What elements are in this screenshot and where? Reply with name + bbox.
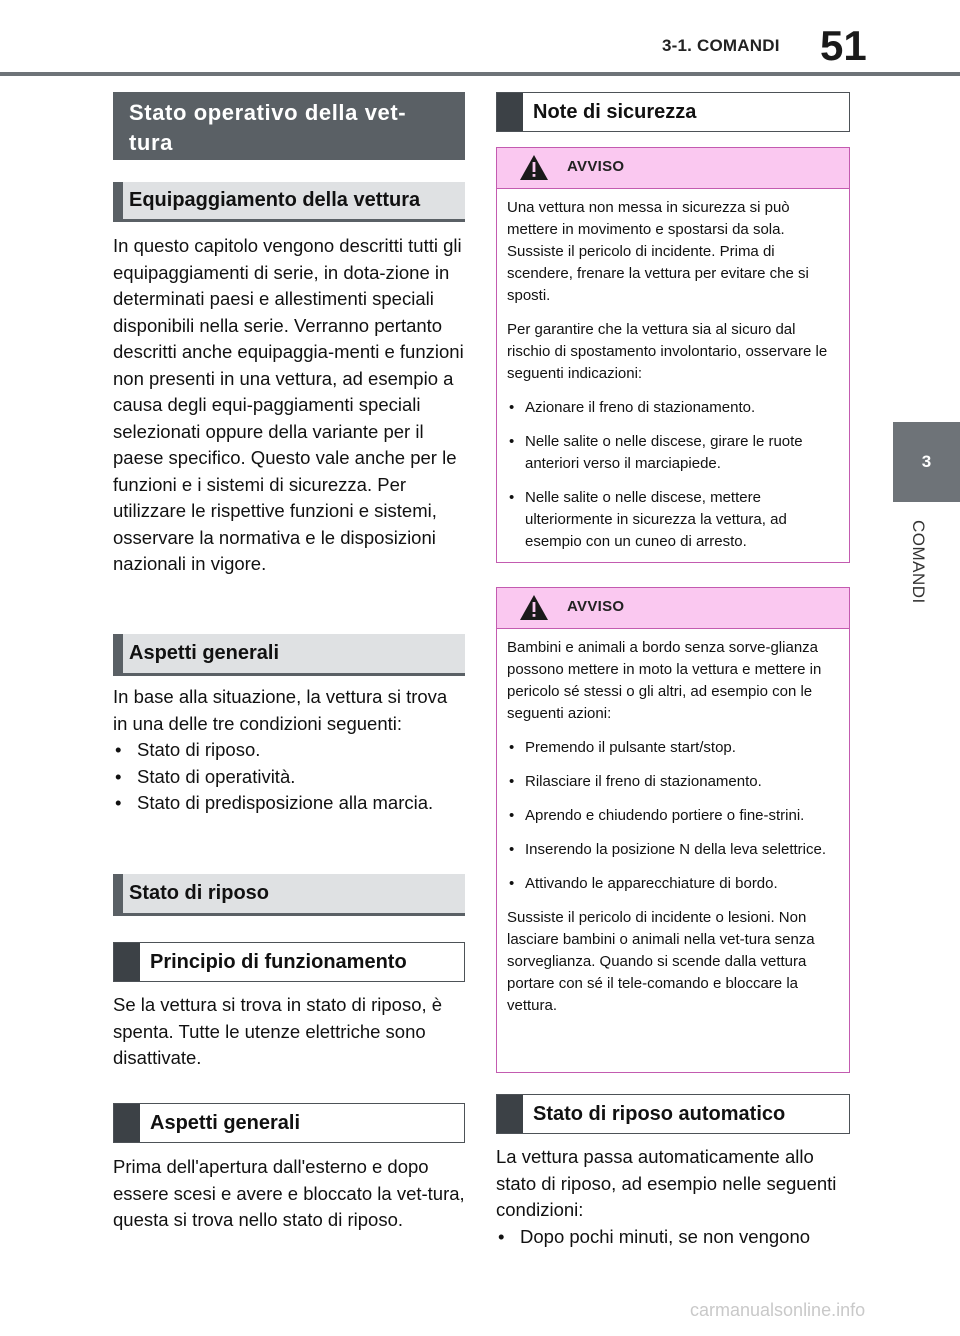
running-header: 3-1. COMANDI [662, 36, 780, 55]
section-heading-equipment [113, 182, 465, 222]
warning-list-item: • Nelle salite o nelle discese, mettere ulteriormente in sicurezza la vettura, ad esempio con un cuneo di arresto. [507, 487, 839, 553]
page-number: 51 [820, 22, 867, 69]
warning-header [497, 588, 849, 629]
subheading-text: Stato di riposo automatico [533, 1102, 786, 1125]
paragraph-text: In questo capitolo vengono descritti tutti gli equipaggiamenti di serie, in dota-zione in determinati paesi e allestimenti speciali disponibili nella serie. Verranno pertanto descritti anche equipaggia-menti e funzioni non presenti in una vettura, ad esempio a causa degli equi-paggiamenti speciali selezionati oppure della variante per il paese specifico. Questo vale anche per le funzioni e i sistemi di sicurezza. Per utilizzare le rispettive funzioni e sistemi, osservare la normativa e le disposizioni nazionali in vigore. [113, 235, 464, 574]
paragraph-auto-rest [496, 1144, 850, 1250]
warning-list-item: • Azionare il freno di stazionamento. [507, 397, 839, 419]
subheading-general [113, 1103, 465, 1143]
warning-body [497, 629, 849, 1017]
paragraph-general [113, 684, 465, 817]
subheading-safety [496, 92, 850, 132]
section-heading-text: Stato di riposo [129, 882, 269, 904]
warning-label: AVVISO [567, 598, 625, 615]
paragraph-general2 [113, 1154, 465, 1234]
heading-accent-bar [113, 634, 123, 673]
subheading-text: Note di sicurezza [533, 100, 697, 123]
warning-list-item: • Premendo il pulsante start/stop. [507, 737, 839, 759]
warning-text: Per garantire che la vettura sia al sicuro dal rischio di spostamento involontario, osservare le seguenti indicazioni: [507, 321, 828, 382]
subheading-accent-bar [114, 1104, 140, 1142]
subheading-accent-bar [114, 943, 140, 981]
subheading-text: Aspetti generali [150, 1111, 301, 1134]
list-item: • Dopo pochi minuti, se non vengono [496, 1224, 850, 1251]
section-heading-text: Equipaggiamento della vettura [129, 189, 421, 211]
warning-list-item: • Inserendo la posizione N della leva selettrice. [507, 839, 839, 861]
warning-list-item: • Nelle salite o nelle discese, girare le ruote anteriori verso il marciapiede. [507, 431, 839, 475]
section-heading-rest [113, 874, 465, 916]
warning-text: Sussiste il pericolo di incidente o lesioni. Non lasciare bambini o animali nella vet-tura senza sorveglianza. Quando si scende dalla vettura portare con sé il tele-comando e bloccare la vettura. [507, 909, 815, 1014]
subheading-principle [113, 942, 465, 982]
paragraph-text: In base alla situazione, la vettura si trova in una delle tre condizioni seguenti: [113, 686, 448, 734]
warning-box-1 [496, 147, 850, 563]
list-item: • Stato di riposo. [113, 737, 465, 764]
paragraph-equipment [113, 233, 465, 578]
paragraph-principle [113, 992, 465, 1072]
chapter-heading: Stato operativo della vet- tura [113, 92, 465, 160]
warning-triangle-icon [519, 594, 549, 621]
chapter-tab: 3 [893, 422, 960, 502]
subheading-accent-bar [497, 1095, 523, 1133]
list-item: • Stato di operatività. [113, 764, 465, 791]
section-heading-text: Aspetti generali [129, 642, 280, 664]
warning-list-item: • Attivando le apparecchiature di bordo. [507, 873, 839, 895]
heading-accent-bar [113, 874, 123, 913]
subheading-auto-rest [496, 1094, 850, 1134]
warning-header [497, 148, 849, 189]
paragraph-text: Se la vettura si trova in stato di riposo, è spenta. Tutte le utenze elettriche sono disattivate. [113, 994, 443, 1068]
list-item: • Stato di predisposizione alla marcia. [113, 790, 465, 817]
warning-box-2 [496, 587, 850, 1073]
chapter-tab-label: COMANDI [909, 520, 928, 604]
warning-triangle-icon [519, 154, 549, 181]
warning-list-item: • Rilasciare il freno di stazionamento. [507, 771, 839, 793]
warning-label: AVVISO [567, 158, 625, 175]
warning-list-item: • Aprendo e chiudendo portiere o fine-strini. [507, 805, 839, 827]
paragraph-text: Prima dell'apertura dall'esterno e dopo essere scesi e avere e bloccato la vet-tura, questa si trova nello stato di riposo. [113, 1156, 465, 1230]
header-rule [0, 72, 960, 76]
watermark: carmanualsonline.info [690, 1300, 866, 1320]
heading-accent-bar [113, 182, 123, 219]
section-heading-general [113, 634, 465, 676]
subheading-accent-bar [497, 93, 523, 131]
warning-text: Una vettura non messa in sicurezza si può mettere in movimento e spostarsi da sola. Sussiste il pericolo di incidente. Prima di scendere, frenare la vettura per evitare che si sposti. [507, 199, 809, 304]
warning-body [497, 189, 849, 553]
warning-text: Bambini e animali a bordo senza sorve-glianza possono mettere in moto la vettura e mettere in pericolo sé stessi o gli altri, ad esempio con le seguenti azioni: [507, 639, 822, 722]
paragraph-text: La vettura passa automaticamente allo stato di riposo, ad esempio nelle seguenti condizioni: [496, 1146, 837, 1220]
subheading-text: Principio di funzionamento [150, 950, 407, 973]
